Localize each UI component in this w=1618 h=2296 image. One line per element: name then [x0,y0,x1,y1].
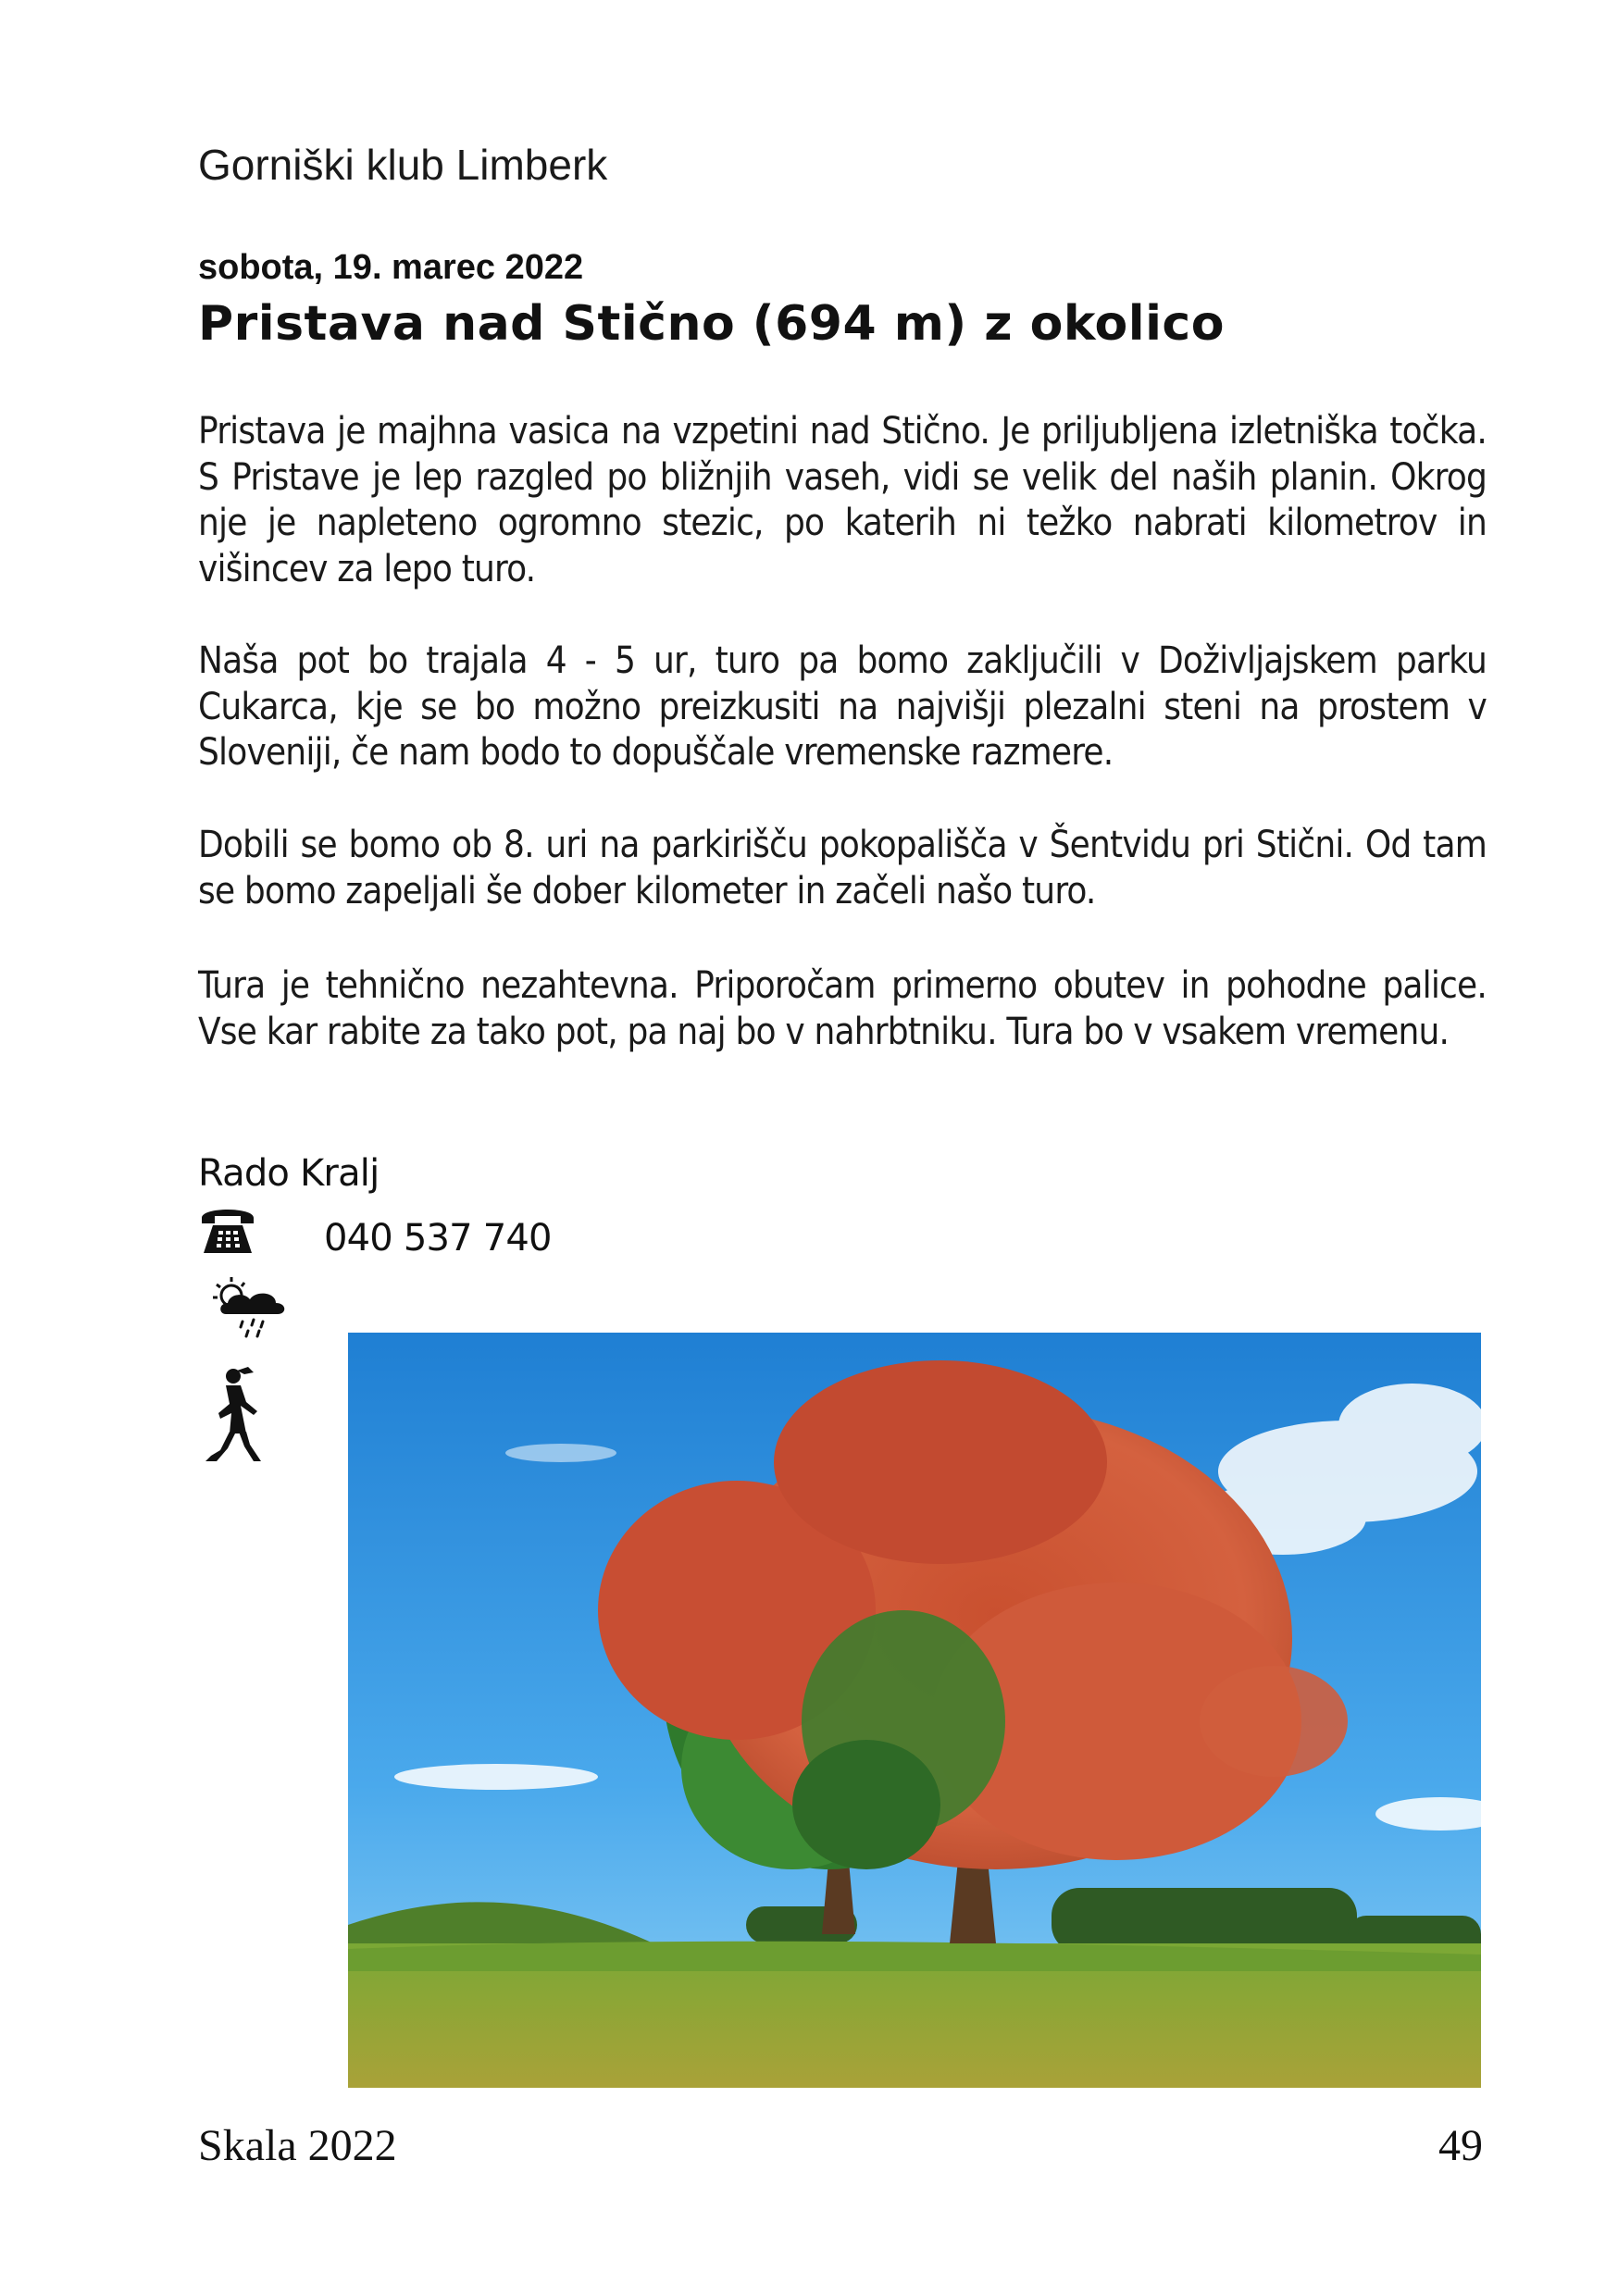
paragraph-intro: Pristava je majhna vasica na vzpetini nad Stično. Je priljubljena izletniška točka. S Pristave je lep razgled po bližnjih vaseh, vidi se velik del naših planin. Okrog nje je napleteno ogromno stezic, po katerih ni težko nabrati kilometrov in višincev za lepo turo. [198,410,1487,590]
paragraph-route: Naša pot bo trajala 4 - 5 ur, turo pa bomo zaključili v Doživljajskem parku Cukarca, kje se bo možno preizkusiti na najvišji plezalni steni na prostem v Sloveniji, če nam bodo to dopuščale vremenske razmere. [198,639,1487,774]
page-title: Pristava nad Stično (694 m) z okolico [198,296,1225,352]
event-date: sobota, 19. marec 2022 [198,248,584,287]
paragraph-difficulty: Tura je tehnično nezahtevna. Priporočam primerno obutev in pohodne palice. Vse kar rabite za tako pot, pa naj bo v nahrbtniku. Tura bo v vsakem vremenu. [198,964,1487,1053]
club-name: Gorniški klub Limberk [198,141,608,189]
autumn-tree-photo [348,1333,1481,2088]
sun-cloud-rain-icon [209,1273,291,1340]
telephone-icon [198,1201,257,1257]
phone-number: 040 537 740 [324,1217,552,1260]
guide-name: Rado Kralj [198,1152,380,1195]
paragraph-meeting: Dobili se bomo ob 8. uri na parkirišču pokopališča v Šentvidu pri Stični. Od tam se bomo zapeljali še dober kilometer in začeli našo turo. [198,824,1487,912]
hiker-icon [193,1365,263,1463]
page-number: 49 [1438,2121,1483,2170]
publication-name: Skala 2022 [198,2121,397,2170]
